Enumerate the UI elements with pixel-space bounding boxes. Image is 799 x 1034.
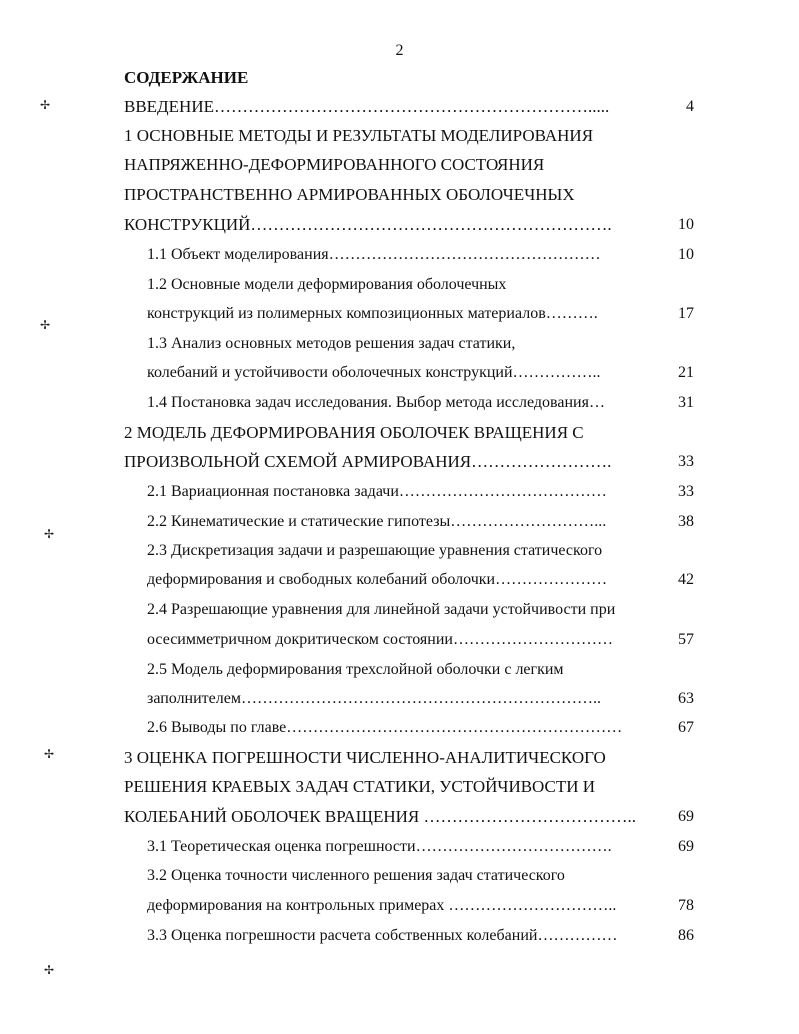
- toc-entry-text: 1.2 Основные модели деформирования оболочечных: [147, 276, 507, 293]
- toc-entry-line: [147, 894, 616, 918]
- toc-entry-text: 3.2 Оценка точности численного решения задач статического: [147, 867, 565, 884]
- toc-entry-text: КОНСТРУКЦИЙ……………………………………………………….: [124, 215, 612, 234]
- toc-entry-text: колебаний и устойчивости оболочечных конструкций……………..: [147, 364, 601, 381]
- toc-entry-line: [147, 361, 601, 385]
- toc-page-number: 31: [678, 394, 694, 411]
- toc-entry-line: [124, 450, 611, 474]
- toc-entry-text: 2.6 Выводы по главе………………………………………………………: [147, 719, 623, 736]
- toc-entry-line: [124, 746, 606, 770]
- toc-entry-line: [147, 332, 515, 356]
- toc-entry-line: [124, 421, 584, 445]
- toc-entry-line: [147, 628, 613, 652]
- toc-page-number: 17: [678, 305, 694, 322]
- toc-entry-text: 1.3 Анализ основных методов решения задач статики,: [147, 335, 516, 352]
- toc-entry-line: [124, 213, 612, 237]
- toc-entry-text: 3.3 Оценка погрешности расчета собственных колебаний……………: [147, 927, 618, 944]
- toc-entry-line: [124, 95, 609, 119]
- scan-mark-icon: ✢: [40, 98, 51, 112]
- toc-entry-line: [147, 864, 565, 888]
- toc-entry-line: [124, 124, 593, 148]
- toc-entry-line: [147, 835, 612, 859]
- toc-entry-text: 3 ОЦЕНКА ПОГРЕШНОСТИ ЧИСЛЕННО-АНАЛИТИЧЕСКОГО: [124, 748, 606, 767]
- toc-entry-line: [124, 183, 575, 207]
- toc-page-number: 4: [686, 98, 694, 115]
- toc-entry-line: [147, 510, 606, 534]
- toc-entry-text: 2 МОДЕЛЬ ДЕФОРМИРОВАНИЯ ОБОЛОЧЕК ВРАЩЕНИЯ С: [124, 423, 584, 442]
- toc-entry-text: заполнителем…………………………………………………………..: [147, 690, 601, 707]
- toc-page-number: 10: [678, 216, 694, 233]
- page-number: 2: [395, 42, 404, 59]
- toc-entry-text: 1.1 Объект моделирования……………………………………………: [147, 246, 601, 263]
- toc-entry-text: 2.3 Дискретизация задачи и разрешающие уравнения статического: [147, 542, 603, 559]
- toc-entry-line: [147, 539, 602, 563]
- scan-mark-icon: ✢: [44, 963, 55, 977]
- toc-page-number: 21: [678, 364, 694, 381]
- toc-entry-line: [147, 480, 607, 504]
- toc-entry-line: [124, 775, 595, 799]
- toc-page-number: 33: [678, 453, 694, 470]
- scan-mark-icon: ✢: [44, 527, 55, 541]
- toc-page-number: 57: [678, 631, 694, 648]
- toc-entry-line: [147, 716, 622, 740]
- toc-entry-text: ПРОСТРАНСТВЕННО АРМИРОВАННЫХ ОБОЛОЧЕЧНЫХ: [124, 185, 575, 204]
- toc-entry-text: деформирования и свободных колебаний оболочки…………………: [147, 571, 608, 588]
- toc-entry-line: [147, 924, 617, 948]
- toc-entry-text: 2.1 Вариационная постановка задачи…………………………………: [147, 483, 607, 500]
- toc-page-number: 33: [678, 483, 694, 500]
- toc-entry-line: [147, 598, 615, 622]
- toc-title: СОДЕРЖАНИЕ: [124, 68, 249, 87]
- toc-entry-line: [147, 302, 598, 326]
- toc-entry-text: 2.2 Кинематические и статические гипотезы………………………...: [147, 513, 607, 530]
- toc-entry-text: 1.4 Постановка задач исследования. Выбор метода исследования…: [147, 394, 605, 411]
- toc-page-number: 42: [678, 571, 694, 588]
- toc-entry-text: конструкций из полимерных композиционных материалов……….: [147, 305, 598, 322]
- toc-entry-text: ВВЕДЕНИЕ………………………………………………………….....: [124, 97, 610, 116]
- scan-mark-icon: ✢: [40, 318, 51, 332]
- toc-entry-text: осесимметричном докритическом состоянии…………………………: [147, 631, 613, 648]
- toc-entry-text: РЕШЕНИЯ КРАЕВЫХ ЗАДАЧ СТАТИКИ, УСТОЙЧИВОСТИ И: [124, 777, 596, 796]
- toc-entry-text: НАПРЯЖЕННО-ДЕФОРМИРОВАННОГО СОСТОЯНИЯ: [124, 155, 545, 174]
- toc-page-number: 67: [678, 719, 694, 736]
- toc-entry-line: [124, 153, 544, 177]
- toc-entry-line: [147, 568, 607, 592]
- toc-entry-line: [147, 391, 605, 415]
- toc-entry-text: деформирования на контрольных примерах …………………………..: [147, 897, 617, 914]
- toc-page-number: 69: [678, 838, 694, 855]
- toc-entry-text: 3.1 Теоретическая оценка погрешности……………………………….: [147, 838, 612, 855]
- toc-entry-text: 1 ОСНОВНЫЕ МЕТОДЫ И РЕЗУЛЬТАТЫ МОДЕЛИРОВАНИЯ: [124, 126, 594, 145]
- toc-page-number: 10: [678, 246, 694, 263]
- toc-page-number: 69: [678, 808, 694, 825]
- toc-page-number: 63: [678, 690, 694, 707]
- toc-entry-line: [124, 805, 636, 829]
- toc-entry-line: [147, 243, 601, 267]
- toc-entry-text: 2.4 Разрешающие уравнения для линейной задачи устойчивости при: [147, 601, 616, 618]
- toc-entry-line: [147, 687, 601, 711]
- toc-entry-text: 2.5 Модель деформирования трехслойной оболочки с легким: [147, 661, 564, 678]
- toc-entry-text: КОЛЕБАНИЙ ОБОЛОЧЕК ВРАЩЕНИЯ ………………………………..: [124, 807, 636, 826]
- toc-page-number: 38: [678, 513, 694, 530]
- toc-entry-text: ПРОИЗВОЛЬНОЙ СХЕМОЙ АРМИРОВАНИЯ…………………….: [124, 452, 612, 471]
- toc-entry-line: [147, 658, 564, 682]
- toc-page-number: 86: [678, 927, 694, 944]
- toc-entry-line: [147, 273, 506, 297]
- scan-mark-icon: ✢: [44, 747, 55, 761]
- toc-page-number: 78: [678, 897, 694, 914]
